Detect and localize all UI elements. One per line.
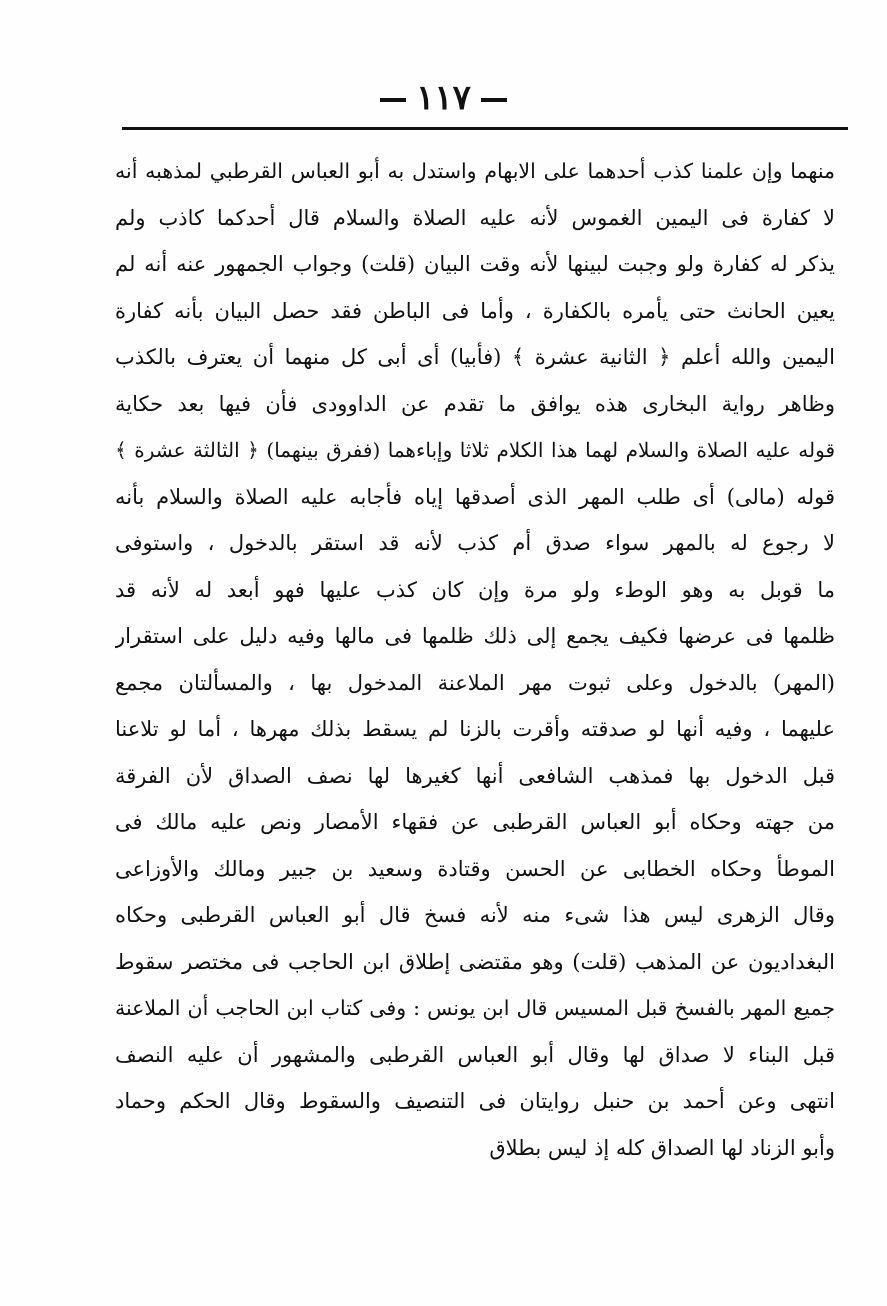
text-line: لا رجوع له بالمهر سواء صدق أم كذب لأنه قد استقر بالدخول ، واستوفى (115, 531, 835, 555)
text-line: قوله (مالى) أى طلب المهر الذى أصدقها إياه فأجابه عليه الصلاة والسلام بأنه (115, 484, 835, 509)
right-dash (481, 98, 507, 102)
body-text (115, 148, 835, 1171)
text-line: وقال الزهرى ليس هذا شىء منه لأنه فسخ قال أبو العباس القرطبى وحكاه (115, 903, 835, 927)
text-line: (المهر) بالدخول وعلى ثبوت مهر الملاعنة المدخول بها ، والمسألتان مجمع (115, 670, 835, 695)
text-line: ظلمها فى عرضها فكيف يجمع إلى ذلك ظلمها فى مالها وفيه دليل على استقرار (115, 624, 835, 648)
text-line: البغداديون عن المذهب (قلت) وهو مقتضى إطلاق ابن الحاجب فى مختصر سقوط (115, 949, 835, 974)
text-line: قوله عليه الصلاة والسلام لهما هذا الكلام ثلاثا وإباءهما (ففرق بينهما) ﴿ الثالثة عشرة ﴾ (115, 438, 835, 462)
text-line: لا كفارة فى اليمين الغموس لأنه عليه الصلاة والسلام قال أحدكما كاذب ولم (115, 205, 835, 230)
text-line: يذكر له كفارة ولو وجبت لبينها لأنه وقت البيان (قلت) وجواب الجمهور عنه أنه لم (115, 252, 835, 276)
text-line: وظاهر رواية البخارى هذه يوافق ما تقدم عن الداوودى فأن فيها بعد حكاية (115, 391, 835, 416)
header-rule (122, 127, 848, 130)
text-line: منهما وإن علمنا كذب أحدهما على الابهام واستدل به أبو العباس القرطبي لمذهبه أنه (115, 159, 835, 183)
text-line: من جهته وحكاه أبو العباس القرطبى عن فقهاء الأمصار ونص عليه مالك فى (115, 810, 835, 834)
text-line: عليهما ، وفيه أنها لو صدقته وأقرت بالزنا لم يسقط بذلك مهرها ، أما لو تلاعنا (115, 717, 835, 741)
text-line: يعين الحانث حتى يأمره بالكفارة ، وأما فى الباطن فقد حصل البيان بأنه كفارة (115, 298, 835, 323)
text-line: انتهى وعن أحمد بن حنبل روايتان فى التنصيف والسقوط وقال الحكم وحماد (115, 1089, 835, 1113)
page-number (0, 78, 887, 118)
text-line: قبل الدخول بها فمذهب الشافعى أنها كغيرها لها نصف الصداق لأن الفرقة (115, 763, 835, 788)
text-line: اليمين والله أعلم ﴿ الثانية عشرة ﴾ (فأبيا) أى أبى كل منهما أن يعترف بالكذب (115, 345, 835, 369)
page-number-value: ١١٧ (416, 78, 471, 118)
left-dash (380, 98, 406, 102)
text-line: جميع المهر بالفسخ قبل المسيس قال ابن يونس : وفى كتاب ابن الحاجب أن الملاعنة (115, 996, 835, 1020)
text-line: قبل البناء لا صداق لها وقال أبو العباس القرطبى والمشهور أن عليه النصف (115, 1042, 835, 1067)
text-line: ما قوبل به وهو الوطء ولو مرة وإن كان كذب عليها فهو أبعد له لأنه قد (115, 577, 835, 602)
text-line: وأبو الزناد لها الصداق كله إذ ليس بطلاق (489, 1135, 835, 1160)
text-line: الموطأ وحكاه الخطابى عن الحسن وقتادة وسعيد بن جبير ومالك والأوزاعى (115, 856, 835, 881)
